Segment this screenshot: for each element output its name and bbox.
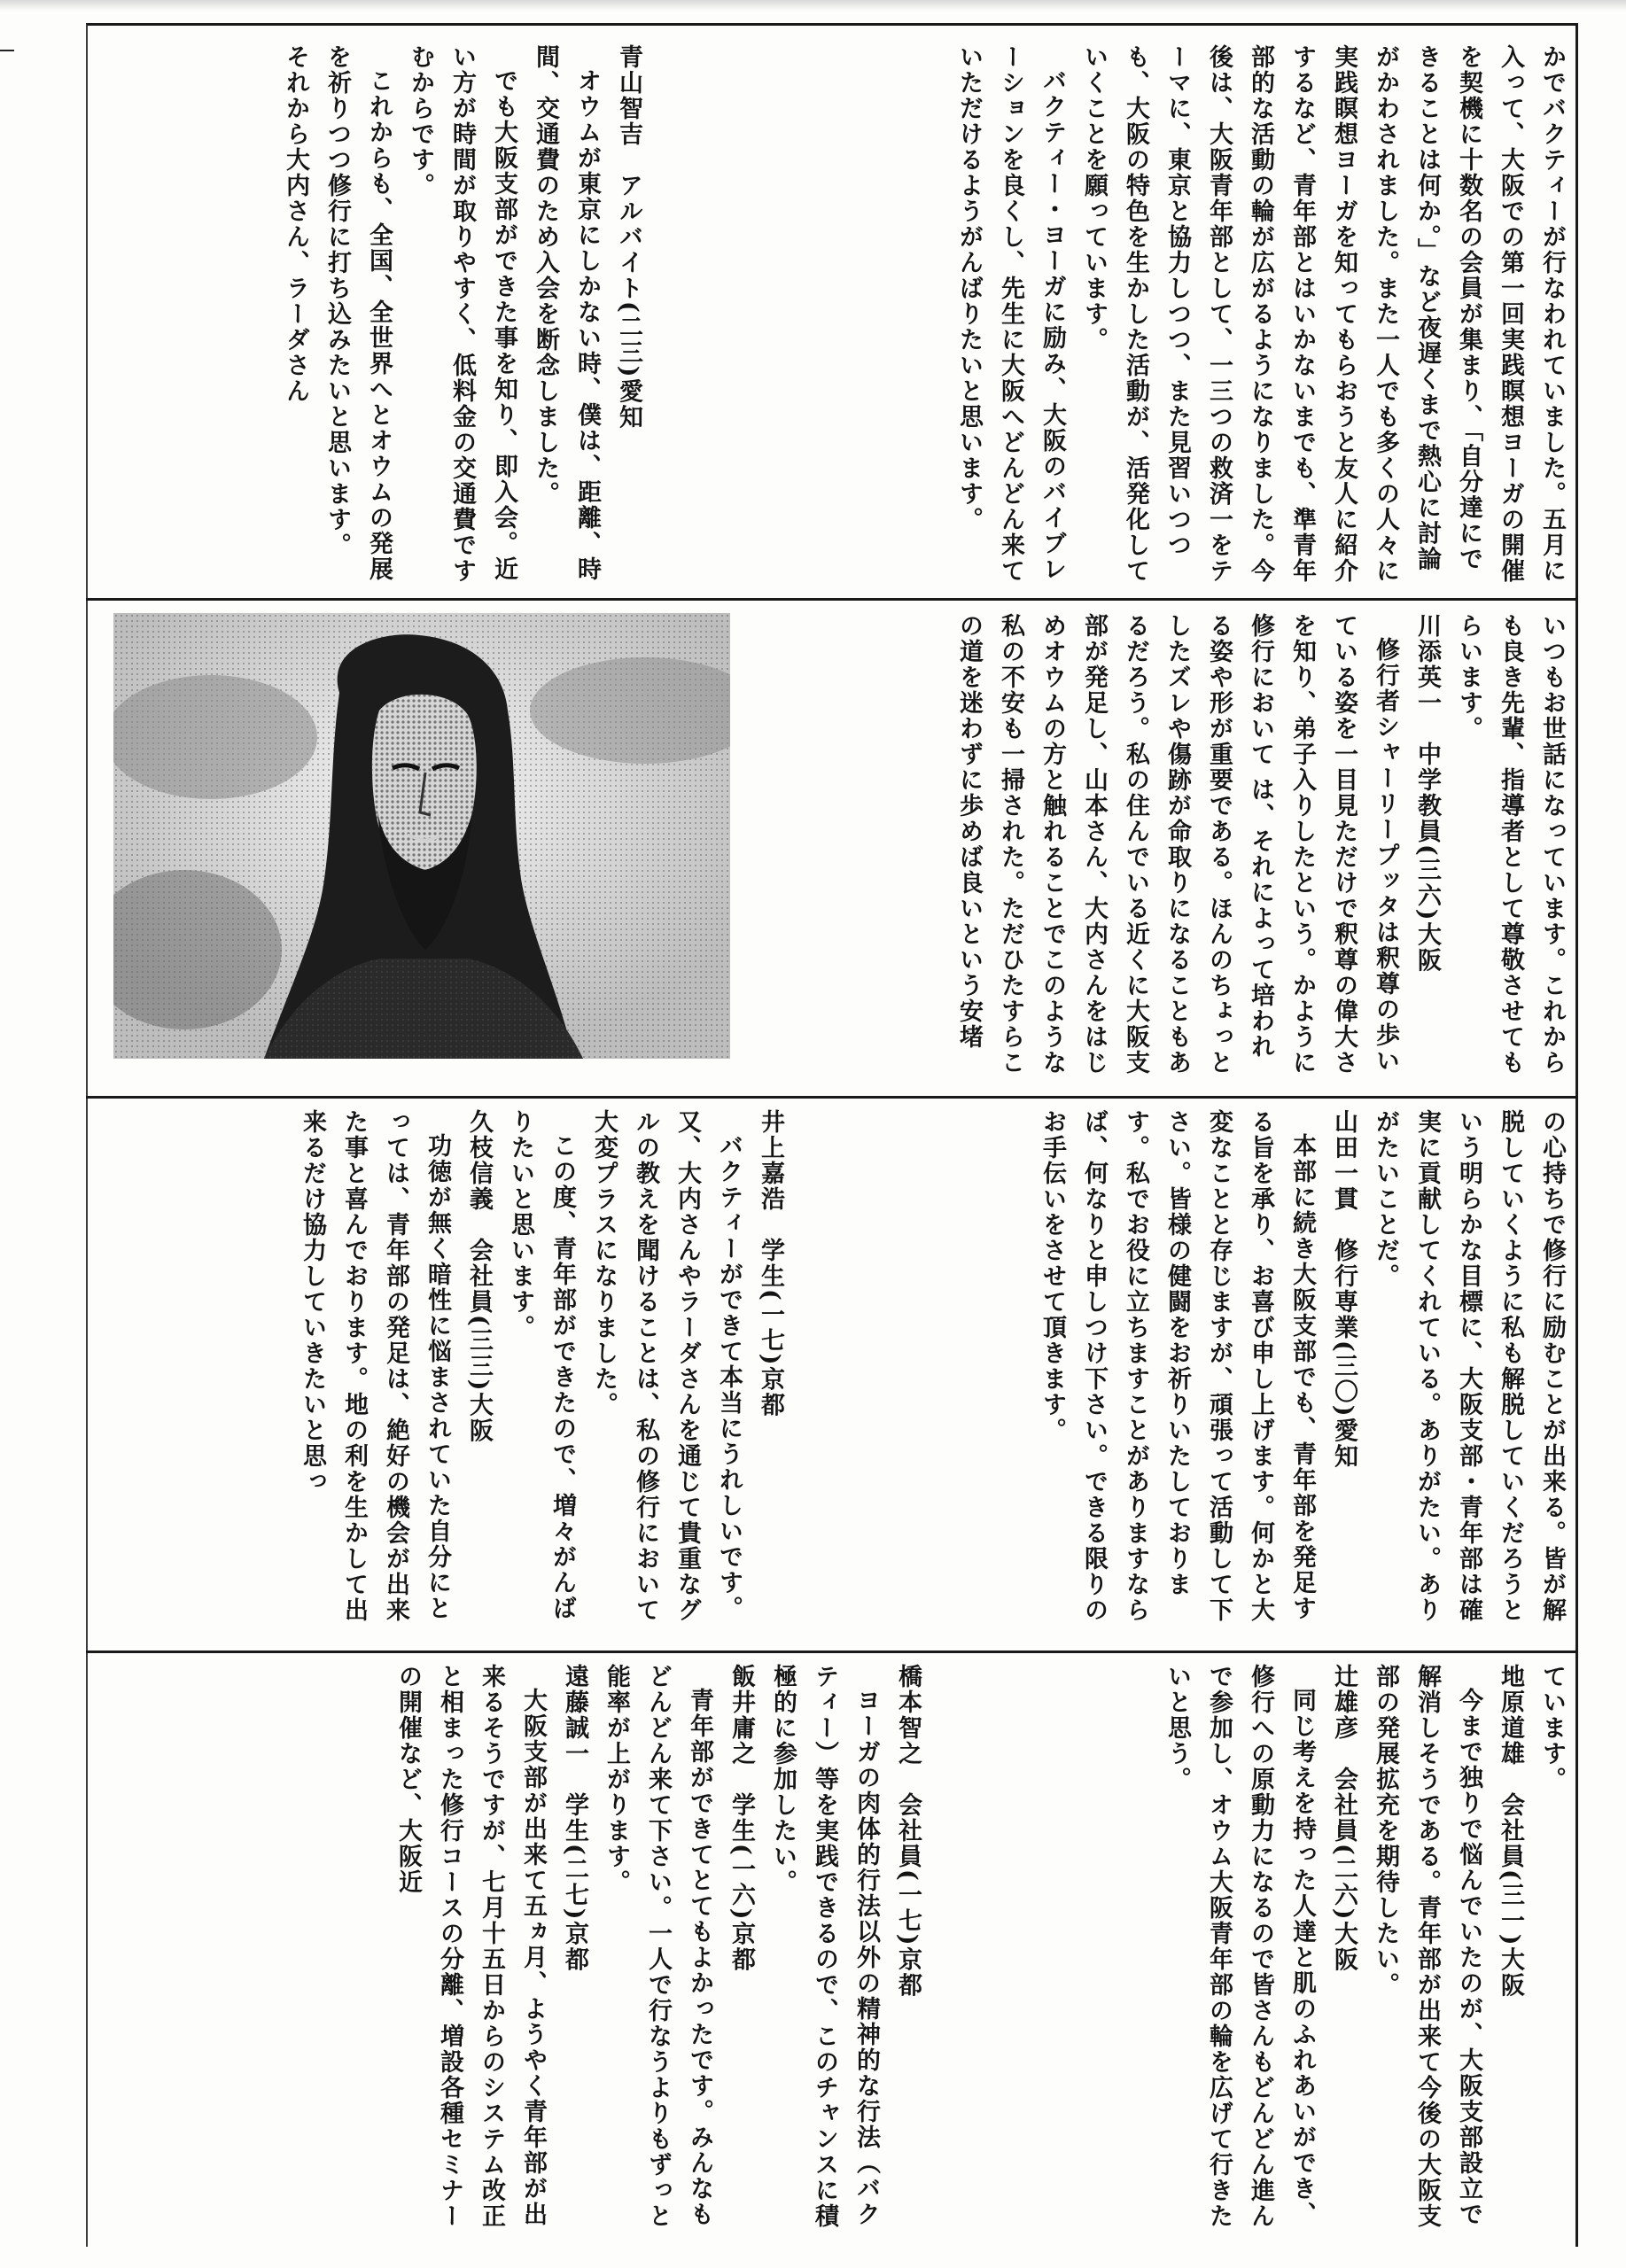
text-block-r2-a: [744, 613, 1573, 1083]
paragraph: これからも、全国、全世界へとオウムの発展を祈りつつ修行に打ち込みたいと思います。: [323, 44, 393, 582]
row-divider-2: [86, 1096, 1578, 1099]
paragraph: の心持ちで修行に励むことが出来る。皆が解脱していくように私も解脱していくだろうという明らかな目標に、大阪支部・青年部は確実に貢献してくれている。ありがたい。ありがたいことだ。: [1372, 1109, 1566, 1623]
paragraph: 本部に続き大阪支部でも、青年部を発足する旨を承り、お喜び申し上げます。何かと大変なことと存じますが、頑張って活動して下さい。皆様の健闘をお祈りいたしております。私でお役に立ちますことがありますならば、何なりと申しつけ下さい。できる限りのお手伝いをさせて頂きます。: [1039, 1109, 1316, 1623]
paragraph: いつもお世話になっています。これからも良き先輩、指導者として尊敬させてもらいます。: [1455, 613, 1566, 1076]
author-heading: 遠藤誠一 学生(二七)京都: [561, 1664, 588, 1973]
author-heading: 井上嘉浩 学生(一七)京都: [757, 1109, 784, 1418]
portrait-illustration: [113, 613, 730, 1059]
author-heading: 川添英一 中学教員(三六)大阪: [1413, 613, 1441, 974]
paragraph: 修行者シャーリープッタは釈尊の歩いている姿を一目見ただけで釈尊の偉大さを知り、弟子入りしたという。かように修行において は、それによって培われる姿や形が重要である。ほんのちょっとしたズレや傷跡が命取りになることもあるだろう。私の住んでいる近くに大阪支部が発足し、山本さん、大内さんをはじめオウムの方と触れることでこのような私の不安も一掃された。ただひたすらこの道を迷わずに歩めば良いという安堵: [955, 613, 1399, 1076]
row-divider-1: [86, 598, 1578, 601]
paragraph: バクティーができて本当にうれしいです。又、大内さんやラーダさんを通じて貴重なグルの教えを聞けることは、私の修行において大変プラスになりました。: [590, 1109, 743, 1623]
paragraph: 同じ考えを持った人達と肌のふれあいができ、修行への原動力になるので皆さんもどんどん進んで参加し、オウム大阪青年部の輪を広げて行きたいと思う。: [1163, 1664, 1316, 2229]
text-block-r1-b: [105, 44, 650, 585]
paragraph: 功徳が無く暗性に悩まされていた自分にとっては、青年部の発足は、絶好の機会が出来た事と喜んでおります。地の利を生かして出来るだけ協力していきたいと思っ: [299, 1109, 451, 1623]
paragraph: ヨーガの肉体的行法以外の精神的な行法（バクティー）等を実践できるので、このチャンスに積極的に参加したい。: [769, 1664, 880, 2229]
author-heading: 青山智吉 アルバイト(二三)愛知: [615, 44, 642, 431]
paragraph: 大阪支部が出来て五ヵ月、ようやく青年部が出来るそうですが、七月十五日からのシステム改正と相まった修行コースの分離、増設各種セミナーの開催など、大阪近: [394, 1664, 547, 2229]
author-heading: 飯井庸之 学生(一六)京都: [727, 1664, 755, 1973]
paragraph: バクティー・ヨーガに励み、大阪のバイブレーションを良くし、先生に大阪へどんどん来ていただけるようがんばりたいと思います。: [955, 44, 1066, 584]
author-heading: 久枝信義 会社員(三三)大阪: [465, 1109, 493, 1444]
paragraph: ています。: [1538, 1664, 1566, 1792]
row-divider-3: [86, 1651, 1578, 1653]
text-block-r4-b: [105, 1664, 929, 2231]
text-block-r1-a: [660, 44, 1573, 585]
paragraph: この度、青年部ができたので、増々がんばりたいと思います。: [507, 1109, 576, 1621]
portrait-photo: [113, 613, 730, 1059]
paragraph: オウムが東京にしかない時、僕は、距離、時間、交通費のため入会を断念しました。: [532, 44, 601, 582]
paragraph: 今まで独りで悩んでいたのが、大阪支部設立で解消しそうである。青年部が出来て今後の大阪支部の発展拡充を期待したい。: [1372, 1664, 1482, 2229]
text-block-r3-b: [105, 1109, 791, 1637]
paragraph: 青年部ができてとてもよかったです。みんなもどんどん来て下さい。一人で行なうよりもずっと能率が上がります。: [603, 1664, 713, 2229]
paragraph: でも大阪支部ができた事を知り、即入会。近い方が時間が取りやすく、低料金の交通費ですむからです。: [407, 44, 517, 584]
margin-mark: [0, 50, 14, 51]
text-block-r4-a: [939, 1664, 1573, 2231]
author-heading: 地原道雄 会社員(三一)大阪: [1497, 1664, 1524, 1999]
author-heading: 辻雄彦 会社員(二六)大阪: [1330, 1664, 1358, 1973]
author-heading: 山田一貫 修行専業(三〇)愛知: [1330, 1109, 1358, 1470]
paragraph: かでバクティーが行なわれていました。五月に入って、大阪での第一回実践瞑想ヨーガの開催を契機に十数名の会員が集まり、「自分達にできることは何か。」など夜遅くまで熱心に討論がかわされました。また一人でも多くの人々に実践瞑想ヨーガを知ってもらおうと友人に紹介するなど、青年部とはいかないまでも、準青年部的な活動の輪が広がるようになりました。今後は、大阪青年部として、一三つの救済一をテーマに、東京と協力しつつ、また見習いつつも、大阪の特色を生かした活動が、活発化していくことを願っています。: [1080, 44, 1566, 584]
author-heading: 橋本智之 会社員(一七)京都: [894, 1664, 922, 1999]
text-block-r3-a: [802, 1109, 1573, 1637]
scan-edge: [0, 0, 1626, 11]
paragraph: それから大内さん、ラーダさん: [282, 44, 309, 404]
